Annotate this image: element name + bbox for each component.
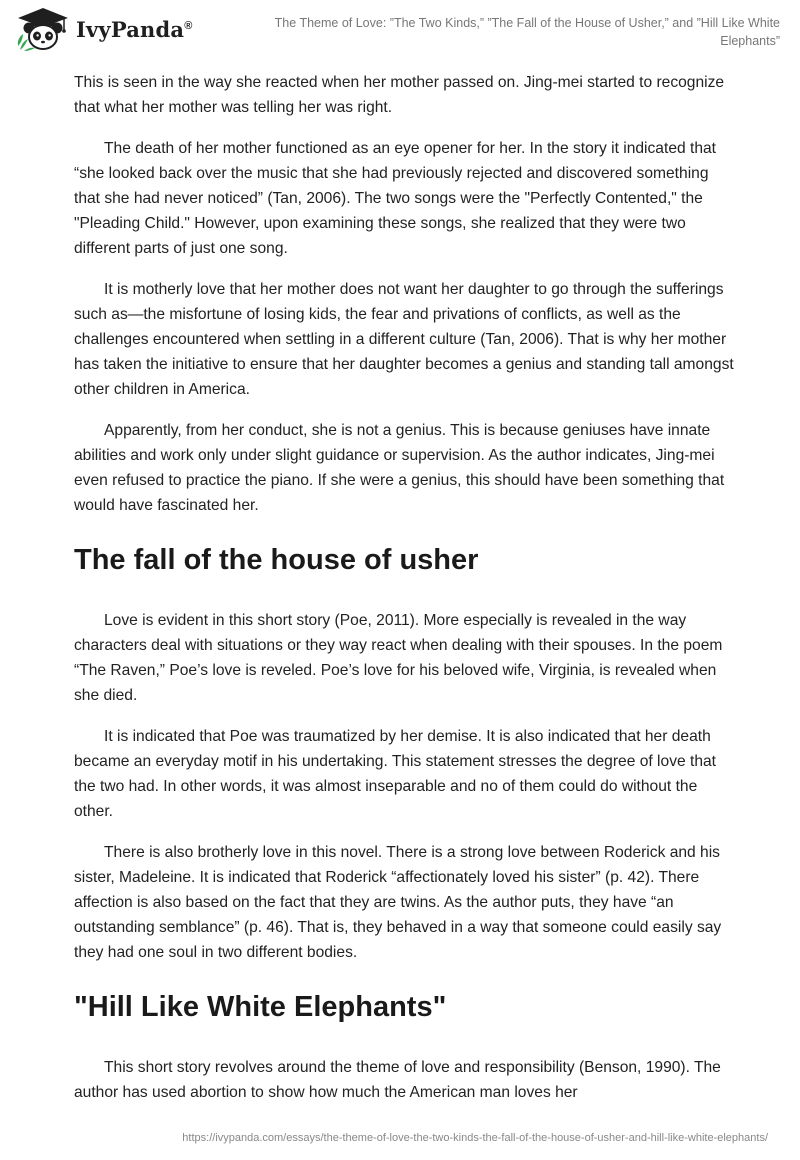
document-title: The Theme of Love: ”The Two Kinds,” ”The Fall of the House of Usher,” and ”Hill Like White Elephants” [274, 16, 780, 48]
ivypanda-logo[interactable] [14, 6, 193, 52]
logo-wordmark: IvyPanda® [76, 16, 193, 42]
paragraph: It is motherly love that her mother does not want her daughter to go through the sufferings such as—the misfortune of losing kids, the fear and privations of conflicts, as well as the challenges encountered when settling in a different culture (Tan, 2006). That is why her mother has taken the initiative to ensure that her daughter becomes a genius and standing tall amongst other children in America. [74, 281, 734, 398]
section-heading-hills: "Hill Like White Elephants" [74, 991, 447, 1023]
paragraph: This short story revolves around the theme of love and responsibility (Benson, 1990). The author has used abortion to show how much the American man loves her [74, 1059, 721, 1101]
section-heading-usher: The fall of the house of usher [74, 544, 479, 576]
paragraph: Love is evident in this short story (Poe, 2011). More especially is revealed in the way characters deal with situations or they way react when dealing with their spouses. In the poem “The Raven,” Poe’s love is reveled. Poe’s love for his beloved wife, Virginia, is revealed when she died. [74, 612, 723, 704]
paragraph: The death of her mother functioned as an eye opener for her. In the story it indicated that “she looked back over the music that she had previously rejected and discovered something that she had never noticed” (Tan, 2006). The two songs were the "Perfectly Contented," the "Pleading Child." However, upon examining these songs, she realized that they were two different parts of just one song. [74, 140, 717, 257]
page-header [0, 0, 800, 60]
essay-content [74, 70, 734, 1121]
paragraph: There is also brotherly love in this novel. There is a strong love between Roderick and his sister, Madeleine. It is indicated that Roderick “affectionately loved his sister” (p. 42). There affection is also based on the fact that they are twins. As the author puts, they have “an outstanding semblance” (p. 46). That is, they behaved in a way that someone could easily say they had one soul in two different bodies. [74, 844, 722, 961]
panda-graduate-icon [14, 6, 72, 52]
paragraph: Apparently, from her conduct, she is not a genius. This is because geniuses have innate abilities and work only under slight guidance or supervision. As the author indicates, Jing-mei even refused to practice the piano. If she were a genius, this should have been something that would have fascinated her. [74, 422, 725, 514]
paragraph: This is seen in the way she reacted when her mother passed on. Jing-mei started to recognize that what her mother was telling her was right. [74, 74, 725, 116]
paragraph: It is indicated that Poe was traumatized by her demise. It is also indicated that her death became an everyday motif in his undertaking. This statement stresses the degree of love that the two had. In other words, it was almost inseparable and no of them could do without the other. [74, 728, 717, 820]
footer-source-url[interactable]: https://ivypanda.com/essays/the-theme-of-love-the-two-kinds-the-fall-of-the-house-of-usher-and-hill-like-white-elephants/ [182, 1132, 768, 1144]
